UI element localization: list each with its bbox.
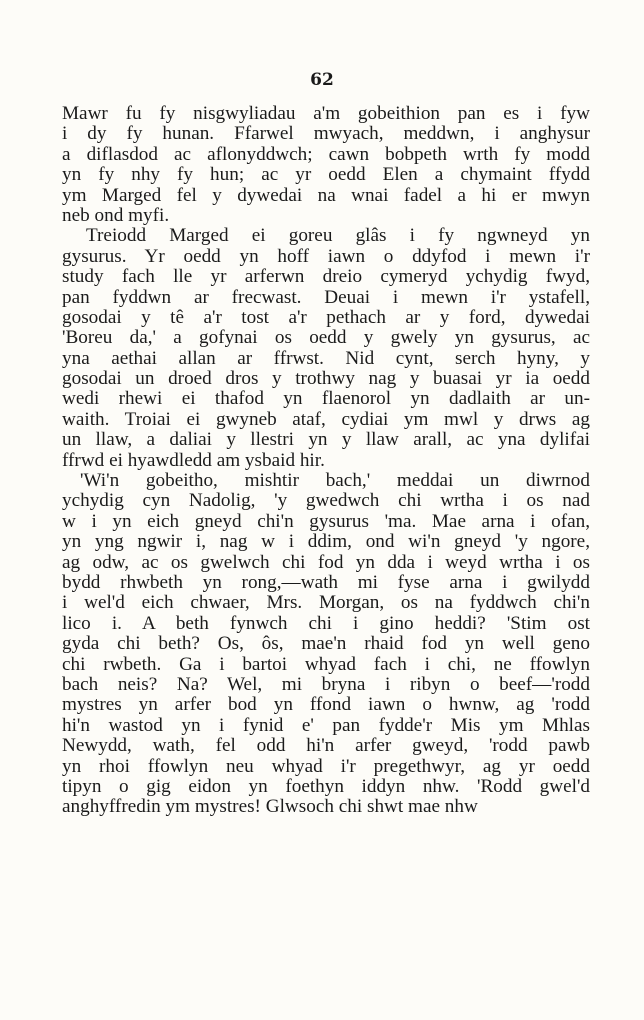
body-text (62, 104, 590, 818)
text-line: yna aethai allan ar ffrwst. Nid cynt, serch hyny, y (62, 347, 590, 369)
text-line: waith. Troiai ei gwyneb ataf, cydiai ym mwl y drws ag (62, 408, 590, 430)
text-line: gosodai un droed dros y trothwy nag y buasai yr ia oedd (62, 368, 590, 390)
text-line: Mawr fu fy nisgwyliadau a'm gobeithion pan es i fyw (62, 103, 590, 124)
text-line: yn rhoi ffowlyn neu whyad i'r pregethwyr, ag yr oedd (62, 755, 590, 777)
text-line: lico i. A beth fynwch chi i gino heddi? 'Stim ost (62, 612, 590, 634)
text-line: 'Wi'n gobeitho, mishtir bach,' meddai un diwrnod (80, 470, 590, 492)
text-line: anghyffredin ym mystres! Glwsoch chi shwt mae nhw (62, 796, 478, 818)
text-line: neb ond myfi. (62, 204, 170, 226)
text-line: un llaw, a daliai y llestri yn y llaw arall, ac yna dylifai (62, 429, 590, 451)
text-line: w i yn eich gneyd chi'n gysurus 'ma. Mae arna i ofan, (62, 510, 590, 532)
text-line: gysurus. Yr oedd yn hoff iawn o ddyfod i mewn i'r (62, 245, 590, 267)
text-line: hi'n wastod yn i fynid e' pan fydde'r Mis ym Mhlas (62, 714, 590, 736)
text-line: gosodai y tê a'r tost a'r pethach ar y ford, dywedai (62, 306, 590, 328)
text-line: wedi rhewi ei thafod yn flaenorol yn dadlaith ar un- (62, 388, 590, 410)
page-number: 62 (310, 70, 334, 90)
text-line: gyda chi beth? Os, ôs, mae'n rhaid fod yn well geno (62, 633, 590, 655)
text-line: bydd rhwbeth yn rong,—wath mi fyse arna i gwilydd (62, 571, 590, 593)
text-line: ym Marged fel y dywedai na wnai fadel a hi er mwyn (62, 184, 590, 206)
text-line: bach neis? Na? Wel, mi bryna i ribyn o beef—'rodd (62, 673, 590, 695)
text-line: yn fy nhy fy hun; ac yr oedd Elen a chymaint ffydd (62, 164, 590, 186)
text-line: tipyn o gig eidon yn foethyn iddyn nhw. 'Rodd gwel'd (62, 775, 590, 797)
text-line: ffrwd ei hyawdledd am ysbaid hir. (62, 449, 325, 471)
text-line: a diflasdod ac aflonyddwch; cawn bobpeth wrth fy modd (62, 143, 590, 165)
text-line: pan fyddwn ar frecwast. Deuai i mewn i'r ystafell, (62, 286, 590, 308)
text-line: Treiodd Marged ei goreu glâs i fy ngwneyd yn (86, 225, 590, 247)
text-line: Newydd, wath, fel odd hi'n arfer gweyd, 'rodd pawb (62, 735, 590, 757)
text-line: i wel'd eich chwaer, Mrs. Morgan, os na fyddwch chi'n (62, 592, 590, 614)
text-line: i dy fy hunan. Ffarwel mwyach, meddwn, i anghysur (62, 123, 590, 145)
text-line: 'Boreu da,' a gofynai os oedd y gwely yn gysurus, ac (62, 327, 590, 349)
text-line: study fach lle yr arferwn dreio cymeryd ychydig fwyd, (62, 266, 590, 288)
text-line: ychydig cyn Nadolig, 'y gwedwch chi wrtha i os nad (62, 490, 590, 512)
text-line: ag odw, ac os gwelwch chi fod yn dda i weyd wrtha i os (62, 551, 590, 573)
text-line: mystres yn arfer bod yn ffond iawn o hwnw, ag 'rodd (62, 694, 590, 716)
text-line: chi rwbeth. Ga i bartoi whyad fach i chi, ne ffowlyn (62, 653, 590, 675)
text-line: yn yng ngwir i, nag w i ddim, ond wi'n gneyd 'y ngore, (62, 531, 590, 553)
